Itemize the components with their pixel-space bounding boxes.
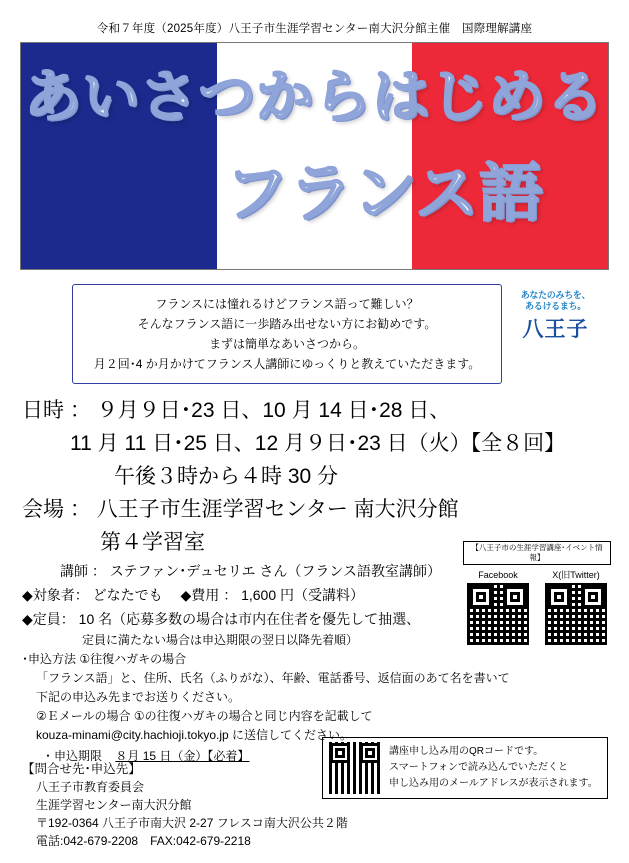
flag-white-band [217,43,413,269]
teacher-value: ステファン･デュセリエ さん（フランス語教室講師） [109,563,441,579]
apply-line-2: 下記の申込み先までお送りください。 [36,690,241,704]
flag-blue-band [21,43,217,269]
logo-tagline-2: あるけるまち。 [525,301,586,311]
host-line: 令和７年度（2025年度）八王子市生涯学習センター南大沢分館主催 国際理解講座 [96,23,533,35]
qr-text-line-1: 講座申し込み用のQRコードです。 [389,746,544,757]
deadline-label: ・申込期限 [42,749,103,763]
sns-qr-block [463,541,611,646]
contact-org-1: 八王子市教育委員会 [36,780,145,794]
x-twitter-qr-icon [544,582,608,646]
hachioji-city-logo [502,284,609,343]
x-twitter-qr[interactable] [541,569,611,646]
apply-line-3: ②Ｅメールの場合 ①の往復ハガキの場合と同じ内容を記載して [36,709,373,723]
intro-line-4: 月２回･4 か月かけてフランス人講師にゆっくりと教えていただきます。 [93,357,481,371]
intro-line-2: そんなフランス語に一歩踏み出せない方にお勧めです。 [137,317,437,331]
application-qr-box [322,737,608,799]
facebook-qr[interactable] [463,569,533,646]
qr-text-line-3: 申し込み用のメールアドレスが表示されます。 [389,778,598,789]
qr-text-line-2: スマートフォンで読み込んでいただくと [389,762,568,773]
france-flag-banner [20,42,609,270]
venue-row [22,493,607,526]
intro-line-1: フランスには憧れるけどフランス語って難しい？ [155,297,419,311]
datetime-label: 日時 ： [22,399,91,422]
datetime-line-1: ９月９日･23 日、10 月 14 日･28 日、 [96,399,451,422]
contact-phone: 電話:042-679-2208 FAX:042-679-2218 [36,834,251,848]
facebook-label: Facebook [478,570,518,580]
capacity-line-2: 定員に満たない場合は申込期限の翌日以降先着順） [82,633,359,647]
contact-block [22,760,348,850]
contact-org-2: 生涯学習センター南大沢分館 [36,798,192,812]
facebook-qr-icon [466,582,530,646]
sns-caption: 【八王子市の生涯学習講座･イベント情報】 [463,541,611,565]
datetime-row [22,394,607,427]
venue-line-1: 八王子市生涯学習センター 南大沢分館 [96,498,459,521]
apply-email[interactable]: kouza-minami@city.hachioji.tokyo.jp に送信してください。 [36,728,353,742]
flag-red-band [412,43,608,269]
capacity-line-1: ◆定員： 10 名（応募多数の場合は市内在住者を優先して抽選、 [22,611,421,627]
logo-tagline-1: あなたのみちを、 [520,290,591,300]
apply-method-head: ･申込方法 ①往復ハガキの場合 [22,652,187,666]
intro-box [72,284,502,384]
apply-line-1: 「フランス語」と、住所、氏名（ふりがな）、年齢、電話番号、返信面のあて名を書いて [36,671,510,685]
venue-line-2: 第４学習室 [100,531,205,554]
deadline-value: ８月 15 日（金）【必着】 [115,749,250,763]
title-line-1: あいさつからはじめる [24,64,605,130]
title-line-2: フランス語 [225,157,544,230]
contact-address: 〒192-0364 八王子市南大沢 2-27 フレスコ南大沢公共２階 [36,816,348,830]
venue-label: 会場 ： [22,498,91,521]
datetime-line-2: 11 月 11 日･25 日、12 月９日･23 日（火）【全８回】 [70,432,566,455]
target-and-fee: ◆対象者： どなたでも ◆費用 ： 1,600 円（受講料） [22,587,365,603]
contact-header: 【問合せ先･申込先】 [22,762,141,776]
sns-qr-row [463,569,611,646]
application-qr-text [389,744,598,792]
logo-main-text: 八王子 [522,318,589,341]
teacher-label: 講師 ： [60,563,106,579]
intro-line-3: まずは簡単なあいさつから。 [208,337,365,351]
x-twitter-label: X(旧Twitter) [552,570,600,580]
time-line: 午後３時から４時 30 分 [114,465,339,488]
intro-row [20,284,609,384]
